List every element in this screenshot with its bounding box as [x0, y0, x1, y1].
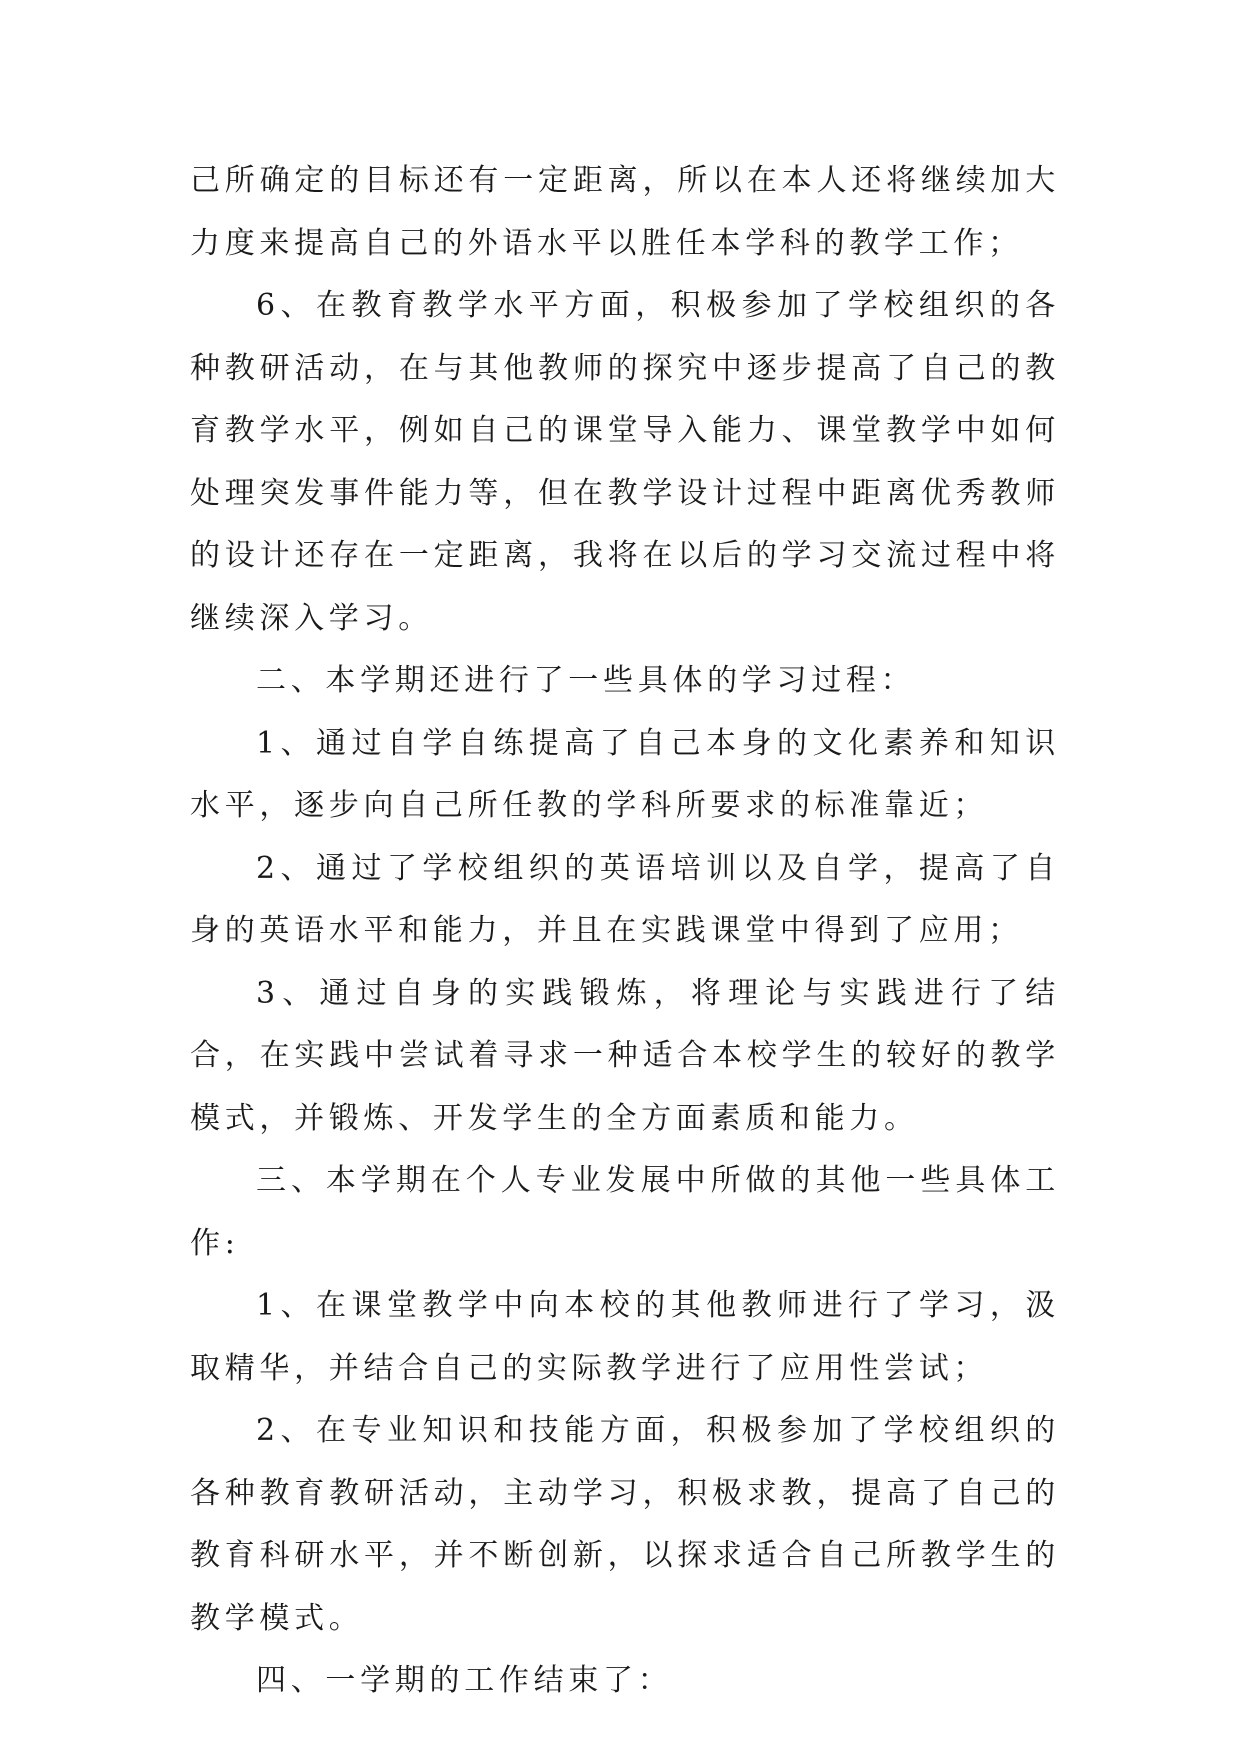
paragraph-item-2: 2、通过了学校组织的英语培训以及自学，提高了自身的英语水平和能力，并且在实践课堂中得到了应用； [190, 850, 1060, 948]
section-heading-3: 三、本学期在个人专业发展中所做的其他一些具体工作: [190, 1163, 1060, 1261]
paragraph-item-1: 1、通过自学自练提高了自己本身的文化素养和知识水平，逐步向自己所任教的学科所要求的标准靠近； [190, 725, 1060, 823]
paragraph-item-2b: 2、在专业知识和技能方面，积极参加了学校组织的各种教育教研活动，主动学习，积极求教，提高了自己的教育科研水平，并不断创新，以探求适合自己所教学生的教学模式。 [190, 1413, 1060, 1636]
document-body [190, 150, 1060, 1713]
paragraph-item-6: 6、在教育教学水平方面，积极参加了学校组织的各种教研活动，在与其他教师的探究中逐步提高了自己的教育教学水平，例如自己的课堂导入能力、课堂教学中如何处理突发事件能力等，但在教学设计过程中距离优秀教师的设计还存在一定距离，我将在以后的学习交流过程中将继续深入学习。 [190, 288, 1060, 636]
section-heading-2: 二、本学期还进行了一些具体的学习过程： [256, 663, 916, 698]
paragraph-continuation: 己所确定的目标还有一定距离，所以在本人还将继续加大力度来提高自己的外语水平以胜任本学科的教学工作； [190, 163, 1060, 261]
section-heading-4: 四、一学期的工作结束了： [256, 1663, 673, 1698]
paragraph-item-3: 3、通过自身的实践锻炼，将理论与实践进行了结合，在实践中尝试着寻求一种适合本校学生的较好的教学模式，并锻炼、开发学生的全方面素质和能力。 [190, 975, 1060, 1136]
paragraph-item-1b: 1、在课堂教学中向本校的其他教师进行了学习，汲取精华，并结合自己的实际教学进行了应用性尝试； [190, 1288, 1060, 1386]
